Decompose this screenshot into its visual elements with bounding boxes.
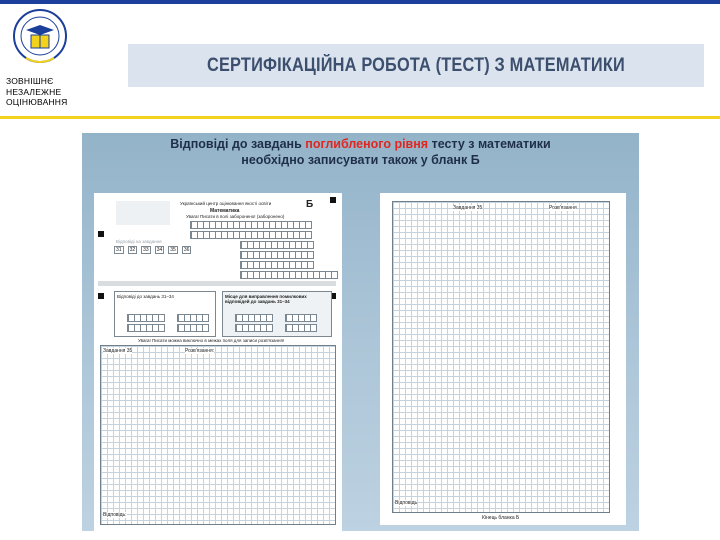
zno-logo xyxy=(12,8,68,70)
answers-label: Відповіді на завдання xyxy=(116,239,162,244)
bottom-warning: Увага! Писати можна виключно в межах поля для записи розв'язання! xyxy=(138,338,285,343)
answer-sheet-b-front: Український центр оцінювання якості освіти Математика Увага! Писати в полі заборонено! (заборонено) Б Відповіді на завдання 31 32 33 34 35 36 Відповіді до завдань 31–34 Місце для виправлення помилкових відповідей до завдань 31–34 Увага! Писати можна виключно в межах поля для записи розв'язання! Завдання 35 Розв'язання: Відповідь: xyxy=(94,193,342,531)
page-title: СЕРТИФІКАЦІЙНА РОБОТА (ТЕСТ) З МАТЕМАТИКИ xyxy=(207,54,625,76)
yellow-divider xyxy=(0,116,720,119)
fix-answers-31-34: Місце для виправлення помилкових відповідей до завдань 31–34 xyxy=(222,291,332,337)
sheet-warning: Увага! Писати в полі заборонено! (заборонено) xyxy=(186,214,285,219)
title-banner xyxy=(128,44,704,87)
answer-sheet-b-back xyxy=(380,193,626,525)
solution-grid-back: Завдання 35 Розв'язання Відповідь xyxy=(392,201,610,513)
answers-31-34: Відповіді до завдань 31–34 xyxy=(114,291,216,337)
sheet-letter: Б xyxy=(306,199,314,210)
answer-sheet-illustration xyxy=(82,133,639,531)
sheet-subject: Математика xyxy=(210,208,240,214)
notice-heading: Відповіді до завдань поглибленого рівня тесту з математики необхідно записувати також у бланк Б xyxy=(170,137,551,167)
org-name: ЗОВНІШНЄ НЕЗАЛЕЖНЕ ОЦІНЮВАННЯ xyxy=(6,76,68,107)
sheet-org: Український центр оцінювання якості освіти xyxy=(180,201,272,206)
top-accent-bar xyxy=(0,0,720,4)
solution-grid-front: Завдання 35 Розв'язання: Відповідь: xyxy=(100,345,336,525)
sheet-footer: Кінець бланка Б xyxy=(482,515,520,521)
